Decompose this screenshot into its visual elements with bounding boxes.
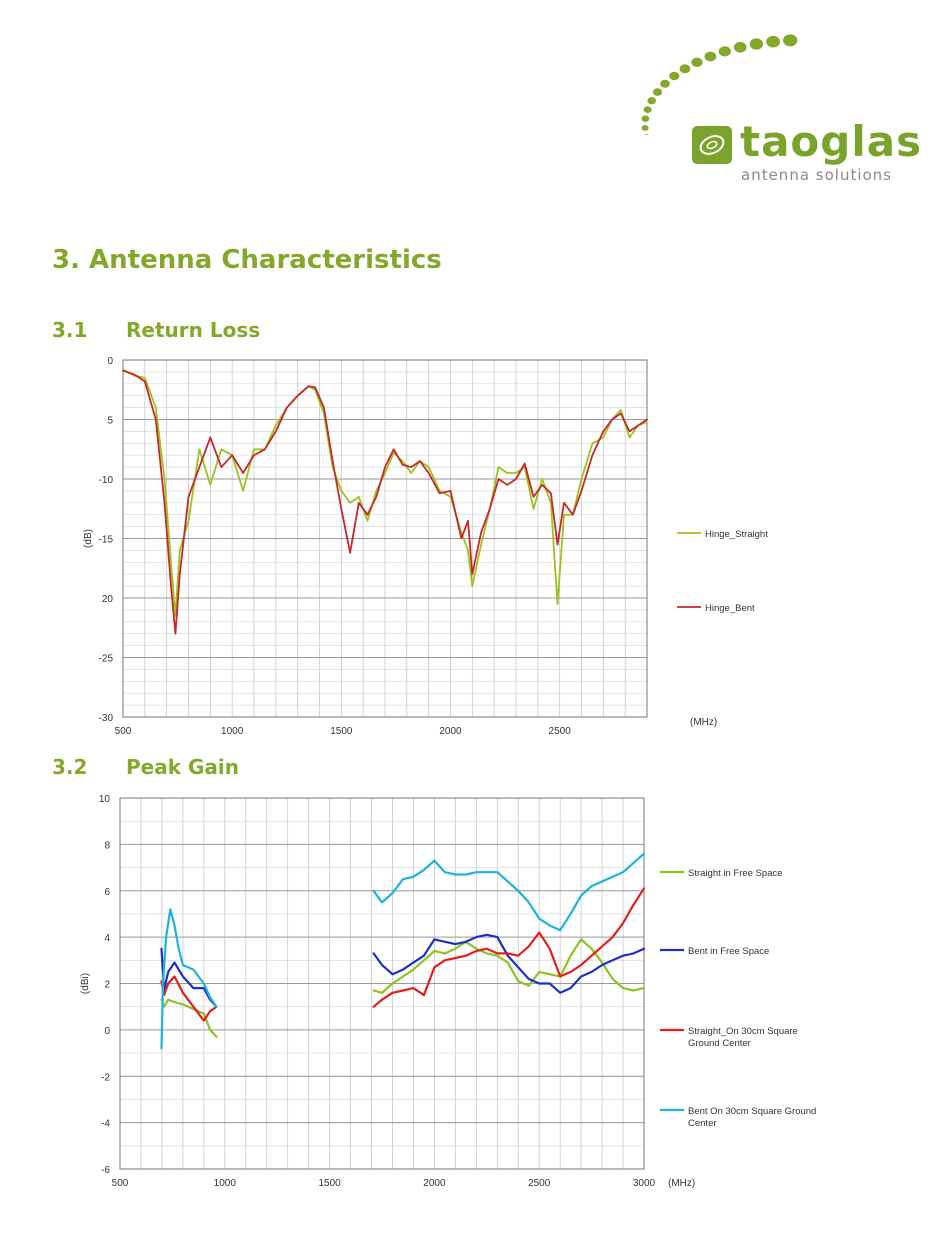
y-tick-label: -15	[98, 534, 113, 546]
y-tick-label: -30	[98, 713, 113, 724]
logo-wordmark: taoglas	[740, 117, 923, 166]
y-tick-label: -2	[101, 1072, 110, 1084]
legend-label	[688, 1106, 816, 1129]
series-line-0	[374, 939, 644, 992]
legend-label-line: Hinge_Bent	[705, 603, 755, 614]
logo-arc-dot	[644, 106, 652, 113]
logo-arc-dot	[642, 116, 650, 122]
y-tick-label: -10	[98, 475, 113, 486]
logo-arc-dot	[643, 134, 650, 135]
subsection-title: Peak Gain	[126, 755, 239, 779]
logo-arc-dot	[669, 72, 679, 81]
y-axis-label: (dB)	[83, 529, 94, 548]
x-tick-label: 500	[111, 1178, 129, 1189]
x-tick-label: 3000	[632, 1178, 656, 1189]
subsection-number: 3.1	[52, 318, 88, 342]
legend-label-line: Straight_On 30cm Square	[688, 1026, 798, 1037]
legend-label	[688, 868, 783, 879]
series-line-1	[162, 949, 217, 1007]
series-line-2	[374, 888, 644, 1006]
legend-label-line: Bent On 30cm Square Ground	[688, 1106, 817, 1117]
x-tick-label: 2500	[528, 1178, 551, 1189]
logo-arc-dot	[680, 64, 691, 73]
subsection-heading-return-loss	[52, 318, 260, 342]
series-line-3	[374, 854, 644, 931]
y-tick-label: 0	[104, 1025, 110, 1037]
y-tick-label: 0	[107, 356, 113, 367]
peak-gain-chart	[0, 785, 950, 1195]
y-tick-label: 6	[104, 886, 110, 898]
logo-arc-dot	[653, 88, 662, 96]
y-axis-label: (dBi)	[80, 972, 91, 995]
x-tick-label: 2000	[423, 1178, 446, 1189]
legend-label	[688, 946, 769, 957]
x-tick-label: 500	[114, 726, 132, 737]
y-tick-label: -6	[101, 1165, 110, 1176]
logo-arc-dot	[642, 125, 649, 131]
logo-tagline: antenna solutions	[741, 166, 892, 184]
legend-label	[705, 529, 768, 540]
subsection-number: 3.2	[52, 755, 88, 779]
y-tick-label: 5	[107, 415, 113, 427]
y-tick-label: 4	[104, 933, 110, 945]
logo-arc-dot	[734, 42, 747, 53]
legend-label	[688, 1026, 798, 1049]
x-tick-label: 1500	[318, 1178, 341, 1189]
y-tick-label: 8	[104, 840, 110, 852]
y-tick-label: -25	[98, 653, 113, 665]
legend-label-line: Straight in Free Space	[688, 868, 783, 879]
legend-label	[705, 603, 755, 614]
section-title: 3. Antenna Characteristics	[52, 245, 442, 275]
x-unit-label: (MHz)	[690, 717, 718, 728]
subsection-heading-peak-gain	[52, 755, 239, 779]
logo-arc-dot	[647, 97, 656, 104]
return-loss-chart	[0, 350, 950, 745]
x-unit-label: (MHz)	[668, 1178, 696, 1189]
x-tick-label: 2500	[548, 726, 571, 737]
y-tick-label: 20	[101, 594, 113, 605]
logo-globe-icon	[692, 126, 732, 164]
logo-arc-dot	[705, 52, 717, 62]
legend-label-line: Center	[688, 1118, 717, 1129]
x-tick-label: 1000	[221, 726, 244, 737]
logo-arc-dot	[766, 36, 780, 48]
logo-arc-dot	[783, 34, 797, 46]
legend-label-line: Hinge_Straight	[705, 529, 768, 540]
series-line-0	[162, 1000, 217, 1037]
y-tick-label: -4	[101, 1118, 110, 1130]
legend-label-line: Ground Center	[688, 1038, 751, 1049]
x-tick-label: 2000	[439, 726, 462, 737]
legend-label-line: Bent in Free Space	[688, 946, 770, 957]
logo-arc-dot	[719, 46, 731, 56]
subsection-title: Return Loss	[126, 318, 261, 342]
x-tick-label: 1500	[330, 726, 353, 737]
x-tick-label: 1000	[213, 1178, 236, 1189]
logo-arc-dot	[660, 80, 670, 88]
y-tick-label: 2	[104, 979, 110, 991]
logo-arc-dot	[750, 38, 763, 49]
y-tick-label: 10	[98, 794, 110, 805]
logo-arc-dot	[691, 58, 702, 67]
